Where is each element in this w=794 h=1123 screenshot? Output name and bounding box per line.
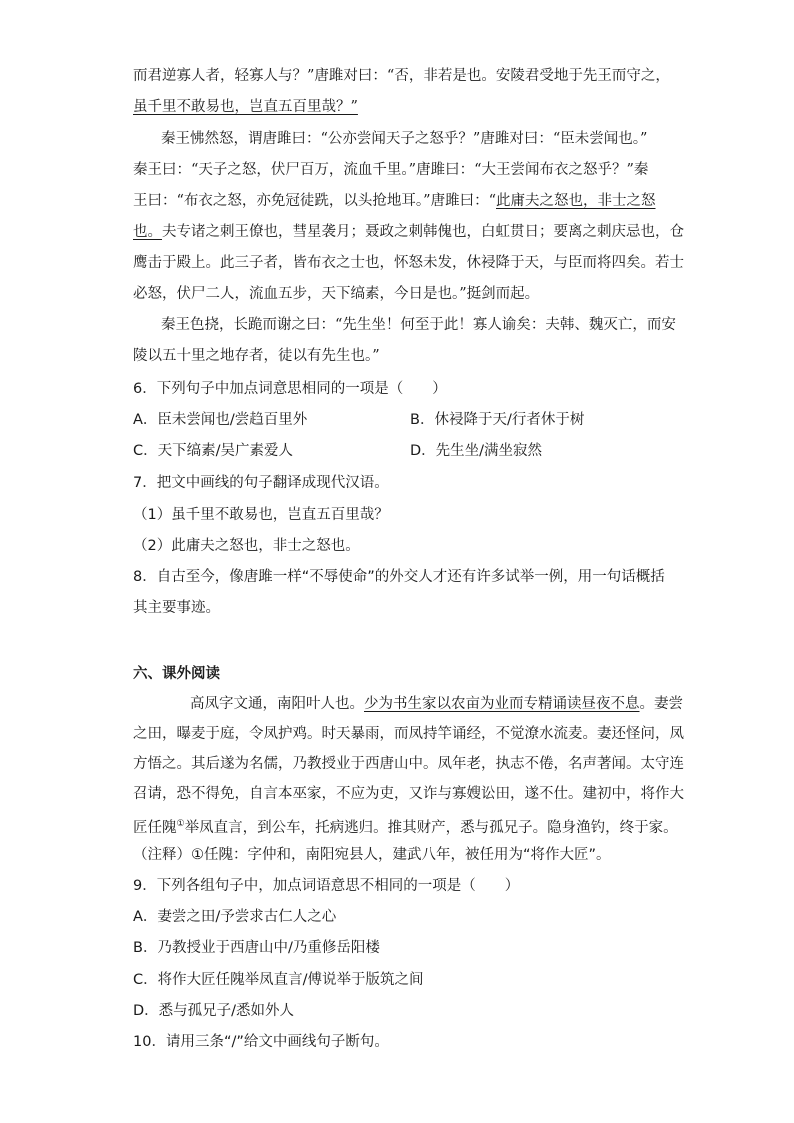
underlined-sentence-2a: 此庸夫之怒也，非士之怒 — [496, 193, 656, 209]
passage1-line-10: 陵以五十里之地存者，徒以有先生也。” — [133, 348, 380, 364]
q10-stem: 10．请用三条“/”给文中画线句子断句。 — [133, 1034, 389, 1050]
passage1-line-1: 而君逆寡人者，轻寡人与？”唐雎对曰：“否，非若是也。安陵君受地于先王而守之， — [133, 68, 670, 84]
q7-sub-2: （2）此庸夫之怒也，非士之怒也。 — [133, 538, 360, 554]
underlined-sentence-2b: 也。 — [133, 224, 162, 240]
passage1-line-5: 王曰：“布衣之怒，亦免冠徒跣，以头抢地耳。”唐雎曰：“此庸夫之怒也，非士之怒 — [133, 193, 656, 209]
annotation-note: （注释）①任隗：字仲和，南阳宛县人，建武八年，被任用为“将作大匠”。 — [133, 847, 611, 863]
passage1-line-6: 也。夫专诸之刺王僚也，彗星袭月；聂政之刺韩傀也，白虹贯日；要离之刺庆忌也，仓 — [133, 224, 684, 240]
passage1-line-9: 秦王色挠，长跪而谢之曰：“先生坐！何至于此！寡人谕矣：夫韩、魏灭亡，而安 — [161, 317, 676, 333]
q8-line-2: 其主要事迹。 — [133, 600, 220, 616]
q9-option-c: C．将作大匠任隗举凤直言/傅说举于版筑之间 — [133, 972, 424, 988]
q7-stem: 7．把文中画线的句子翻译成现代汉语。 — [133, 475, 389, 491]
passage2-line-2: 之田，曝麦于庭，令凤护鸡。时天暴雨，而凤持竿诵经，不觉潦水流麦。妻还怪问，凤 — [133, 726, 684, 742]
q6-option-b: B．休祲降于天/行者休于树 — [410, 412, 585, 428]
q6-option-d: D．先生坐/满坐寂然 — [410, 443, 543, 459]
footnote-marker: ① — [176, 819, 185, 829]
q6-option-c: C．天下缟素/吴广素爱人 — [133, 443, 294, 459]
passage2-line-3: 方悟之。其后遂为名儒，乃教授业于西唐山中。凤年老，执志不倦，名声著闻。太守连 — [133, 756, 684, 772]
q6-option-a: A．臣未尝闻也/尝趋百里外 — [133, 412, 308, 428]
q8-line-1: 8．自古至今，像唐雎一样“不辱使命”的外交人才还有许多试举一例，用一句话概括 — [133, 569, 665, 585]
passage1-line-2 — [133, 97, 358, 117]
passage1-line-7: 鹰击于殿上。此三子者，皆布衣之士也，怀怒未发，休祲降于天，与臣而将四矣。若士 — [133, 255, 684, 271]
passage2-line-5: 匠任隗①举凤直言，到公车，托病逃归。推其财产，悉与孤兄子。隐身渔钓，终于家。 — [133, 819, 678, 836]
q9-option-d: D．悉与孤兄子/悉如外人 — [133, 1003, 295, 1019]
q7-sub-1: （1）虽千里不敢易也，岂直五百里哉？ — [133, 507, 389, 523]
underlined-sentence-3: 少为书生家以农亩为业而专精诵读昼夜不息 — [364, 696, 640, 712]
q6-stem: 6．下列句子中加点词意思相同的一项是（ ） — [133, 381, 447, 397]
passage2-line-1: 高凤字文通，南阳叶人也。少为书生家以农亩为业而专精诵读昼夜不息。妻尝 — [190, 696, 683, 712]
underlined-sentence-1: 虽千里不敢易也，岂直五百里哉？” — [133, 99, 358, 115]
passage1-line-3: 秦王怫然怒，谓唐雎曰：“公亦尝闻天子之怒乎？”唐雎对曰：“臣未尝闻也。” — [161, 131, 648, 147]
q9-option-b: B．乃教授业于西唐山中/乃重修岳阳楼 — [133, 940, 380, 956]
q9-option-a: A．妻尝之田/予尝求古仁人之心 — [133, 909, 337, 925]
passage1-line-8: 必怒，伏尸二人，流血五步，天下缟素，今日是也。”挺剑而起。 — [133, 286, 540, 302]
section-title: 六、课外阅读 — [133, 666, 220, 682]
passage2-line-4: 召请，恐不得免，自言本巫家，不应为吏，又诈与寡嫂讼田，遂不仕。建初中，将作大 — [133, 786, 684, 802]
passage1-line-4: 秦王曰：“天子之怒，伏尸百万，流血千里。”唐雎曰：“大王尝闻布衣之怒乎？”秦 — [133, 162, 649, 178]
q9-stem: 9．下列各组句子中，加点词语意思不相同的一项是（ ） — [133, 878, 520, 894]
